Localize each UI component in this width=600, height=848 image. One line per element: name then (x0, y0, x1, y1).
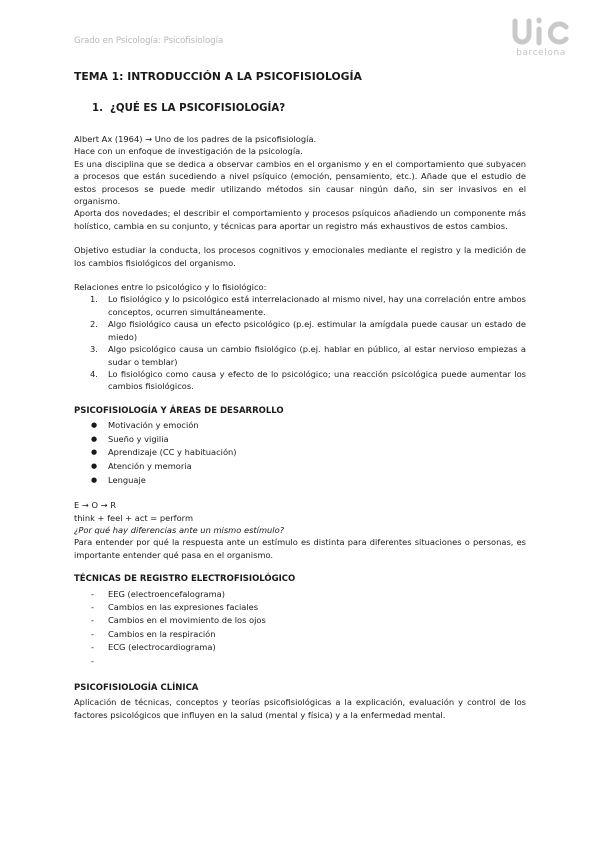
bullet-icon: ● (91, 448, 98, 457)
list-item: - (91, 655, 94, 666)
relations-list (74, 293, 526, 392)
list-item: - Cambios en el movimiento de los ojos (91, 615, 266, 626)
list-item: - ECG (electrocardiograma) (91, 642, 216, 653)
list-item: - Cambios en la respiración (91, 628, 216, 639)
section-title: ¿QUÉ ES LA PSICOFISIOLOGÍA? (110, 103, 286, 114)
eor-question: ¿Por qué hay diferencias ante un mismo estímulo? (74, 524, 285, 535)
section-heading (92, 102, 526, 116)
intro-paragraph-1: Es una disciplina que se dedica a observar cambios en el organismo y en el comportamiento que subyacen a procesos que están sucediendo a nivel psíquico (emoción, pensamiento, etc.). Añade que el estudio de estos procesos se puede medir utilizando métodos sin causar ningún daño, sin ser invasivos en el organismo. (74, 158, 526, 207)
list-item: 4. Lo fisiológico como causa y efecto de lo psicológico; una reacción psicológica puede aumentar los cambios fisiológicos. (90, 368, 526, 392)
section-number: 1. (92, 103, 103, 114)
objective-paragraph: Objetivo estudiar la conducta, los procesos cognitivos y emocionales mediante el registro y la medición de los cambios fisiológicos del organismo. (74, 245, 526, 268)
intro-line-2: Hace con un enfoque de investigación de la psicología. (74, 146, 303, 157)
bullet-icon: ● (91, 434, 98, 443)
list-item: 1. Lo fisiológico y lo psicológico está interrelacionado al mismo nivel, hay una correlación entre ambos conceptos, ocurren simultáneamente. (90, 294, 526, 317)
list-item: ● Lenguaje (74, 474, 526, 488)
document-body (74, 70, 526, 721)
uic-logo (506, 17, 576, 63)
list-item: ● Atención y memoria (74, 460, 526, 474)
areas-heading: PSICOFISIOLOGÍA Y ÁREAS DE DESARROLLO (74, 405, 284, 416)
relations-heading: Relaciones entre lo psicológico y lo fisiológico: (74, 282, 267, 293)
list-item: 3. Algo psicológico causa un cambio fisiológico (p.ej. hablar en público, al estar nervioso empiezas a sudar o temblar) (90, 344, 526, 367)
list-item: 2. Algo fisiológico causa un efecto psicológico (p.ej. estimular la amígdala puede causar un estado de miedo) (90, 319, 526, 342)
think-formula: think + feel + act = perform (74, 512, 194, 523)
list-item: - Cambios en las expresiones faciales (91, 601, 259, 612)
bullet-icon: ● (91, 475, 98, 484)
list-item: ● Sueño y vigilia (74, 433, 526, 447)
clinical-heading: PSICOFISIOLOGÍA CLÍNICA (74, 682, 199, 693)
list-item: - EEG (electroencefalograma) (91, 588, 226, 599)
list-item: ● Motivación y emoción (74, 419, 526, 433)
bullet-icon: ● (91, 421, 98, 430)
course-header: Grado en Psicología: Psicofisiología (74, 36, 224, 46)
list-item: ● Aprendizaje (CC y habituación) (74, 446, 526, 460)
eor-answer: Para entender por qué la respuesta ante un estímulo es distinta para diferentes situaciones o personas, es importante entender qué pasa en el organismo. (74, 537, 526, 560)
eor-formula: E → O → R (74, 500, 116, 511)
techniques-list (74, 588, 526, 668)
intro-line-1: Albert Ax (1964) → Uno de los padres de la psicofisiología. (74, 134, 317, 144)
page-title: TEMA 1: INTRODUCCIÓN A LA PSICOFISIOLOGÍA (74, 70, 362, 83)
logo-subtitle: barcelona (516, 48, 566, 58)
areas-list (74, 419, 526, 487)
uic-logo-icon (510, 17, 572, 47)
intro-paragraph-2: Aporta dos novedades; el describir el comportamiento y procesos psíquicos añadiendo un componente más holístico, cambia en su conjunto, y técnicas para aportar un registro más exhaustivos de estos cambios. (74, 208, 526, 231)
techniques-heading: TÉCNICAS DE REGISTRO ELECTROFISIOLÓGICO (74, 574, 296, 585)
clinical-paragraph: Aplicación de técnicas, conceptos y teorías psicofisiológicas a la explicación, evaluación y control de los factores psicológicos que influyen en la salud (mental y física) y a la enfermedad mental. (74, 697, 526, 720)
bullet-icon: ● (91, 461, 98, 470)
